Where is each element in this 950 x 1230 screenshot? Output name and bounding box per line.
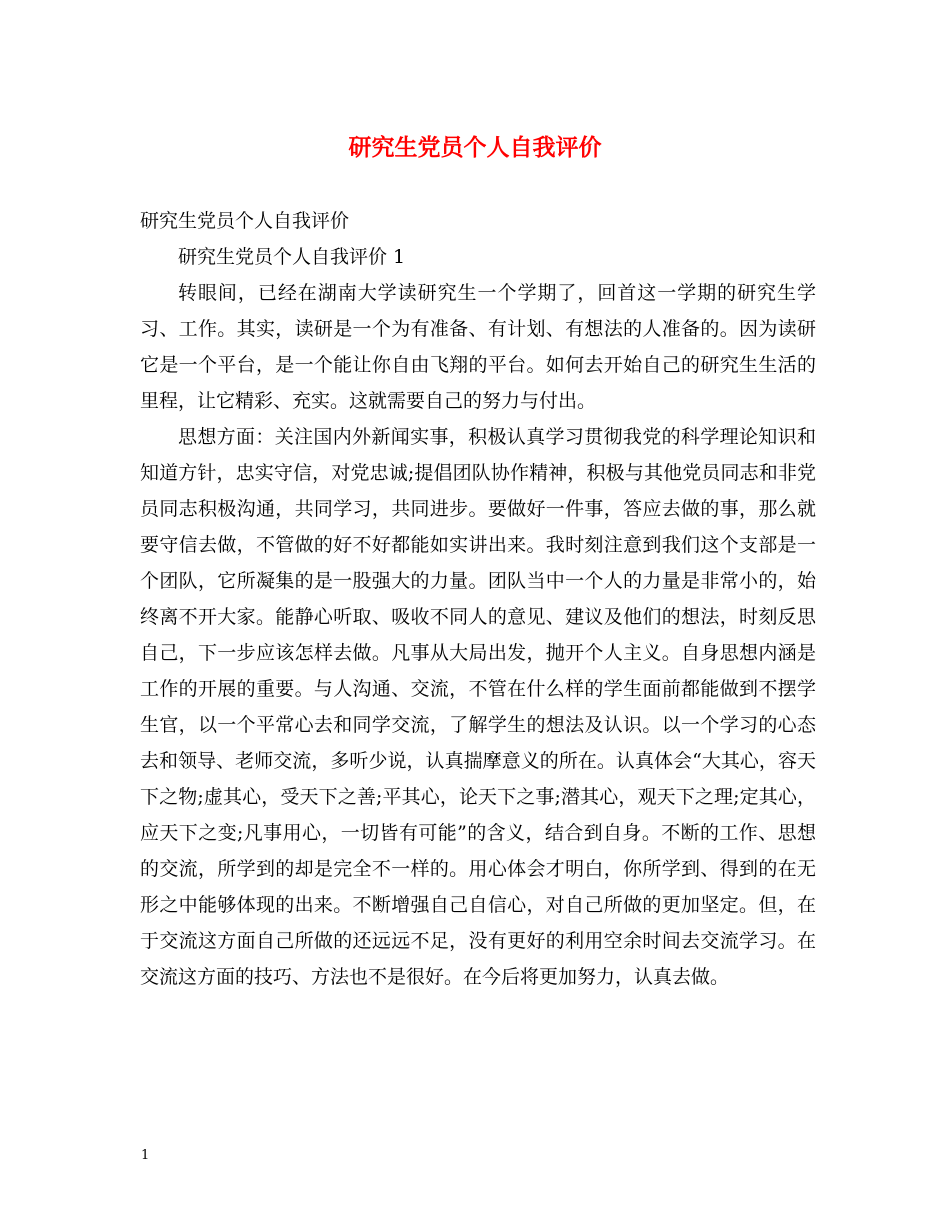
document-body xyxy=(140,203,816,995)
paragraph-intro: 转眼间，已经在湖南大学读研究生一个学期了，回首这一学期的研究生学习、工作。其实，读研是一个为有准备、有计划、有想法的人准备的。因为读研它是一个平台，是一个能让你自由飞翔的平台。如何去开始自己的研究生生活的里程，让它精彩、充实。这就需要自己的努力与付出。 xyxy=(140,282,816,412)
paragraph-thought: 思想方面：关注国内外新闻实事，积极认真学习贯彻我党的科学理论知识和知道方针，忠实守信，对党忠诚;提倡团队协作精神，积极与其他党员同志和非党员同志积极沟通，共同学习，共同进步。要做好一件事，答应去做的事，那么就要守信去做，不管做的好不好都能如实讲出来。我时刻注意到我们这个支部是一个团队，它所凝集的是一股强大的力量。团队当中一个人的力量是非常小的，始终离不开大家。能静心听取、吸收不同人的意见、建议及他们的想法，时刻反思自己，下一步应该怎样去做。凡事从大局出发，抛开个人主义。自身思想内涵是工作的开展的重要。与人沟通、交流，不管在什么样的学生面前都能做到不摆学生官，以一个平常心去和同学交流，了解学生的想法及认识。以一个学习的心态去和领导、老师交流，多听少说，认真揣摩意义的所在。认真体会“大其心，容天下之物;虚其心，受天下之善;平其心，论天下之事;潜其心，观天下之理;定其心，应天下之变;凡事用心，一切皆有可能”的含义，结合到自身。不断的工作、思想的交流，所学到的却是完全不一样的。用心体会才明白，你所学到、得到的在无形之中能够体现的出来。不断增强自己自信心，对自己所做的更加坚定。但，在于交流这方面自己所做的还远远不足，没有更好的利用空余时间去交流学习。在交流这方面的技巧、方法也不是很好。在今后将更加努力，认真去做。 xyxy=(140,426,816,988)
document-heading: 研究生党员个人自我评价 xyxy=(140,210,350,232)
page-number: 1 xyxy=(141,1148,150,1163)
document-subheading: 研究生党员个人自我评价 1 xyxy=(178,246,406,268)
document-title: 研究生党员个人自我评价 xyxy=(348,134,602,161)
